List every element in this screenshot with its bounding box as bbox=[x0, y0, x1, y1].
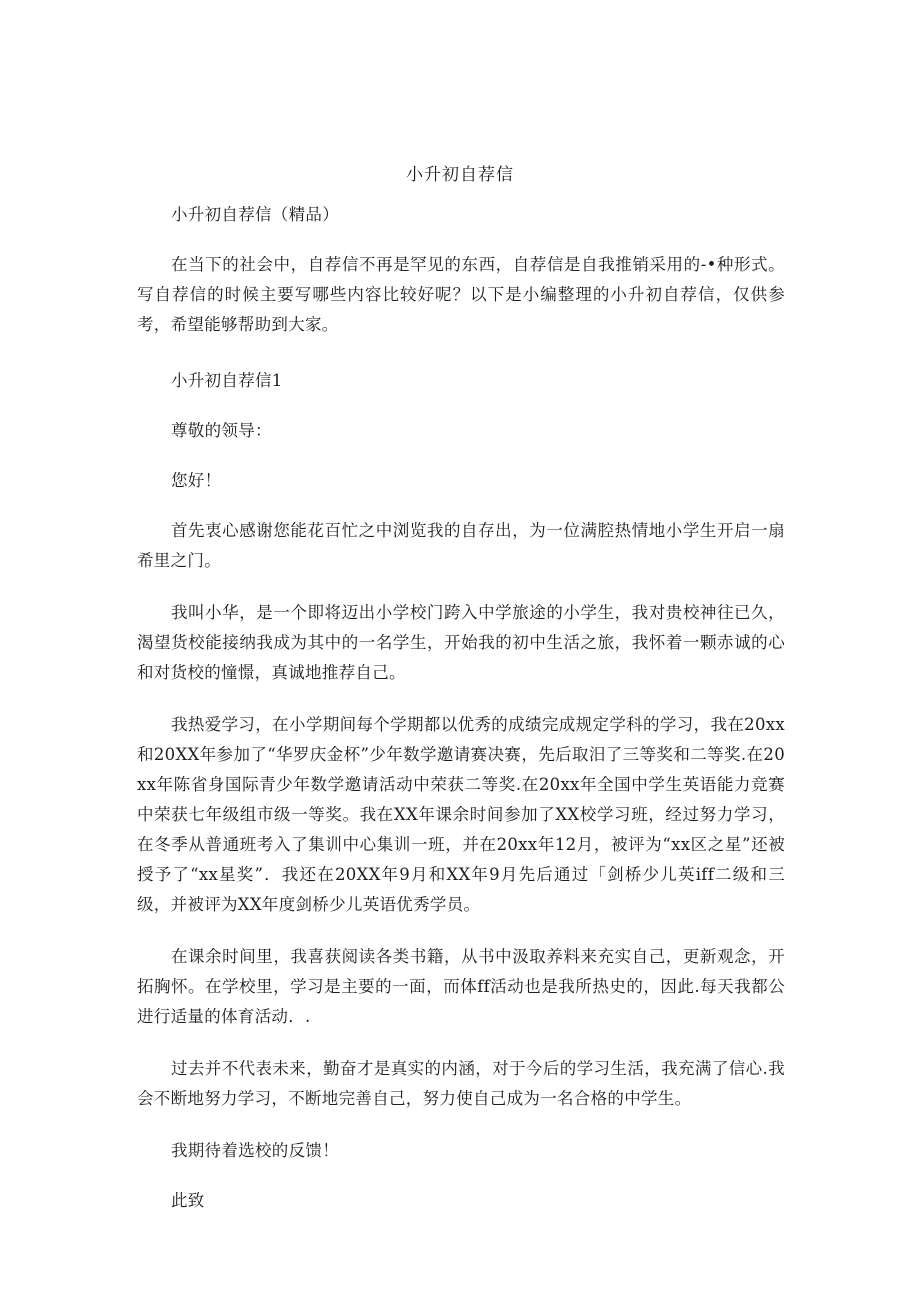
subtitle: 小升初自荐信（精品） bbox=[171, 205, 339, 224]
body-paragraph: 过去并不代表未来，勤奋才是真实的内涵，对于今后的学习生活，我充满了信心.我会不断地努力学习，不断地完善自己，努力使自己成为一名合格的中学生。 bbox=[137, 1059, 785, 1108]
document-body bbox=[137, 200, 785, 1236]
body-paragraph: 在课余时间里，我喜获阅读各类书籍，从书中汲取养料来充实自己，更新观念，开拓胸怀。在学校里，学习是主要的一面，而体ff活动也是我所热史的，因此.每天我都公进行适量的体育活动．. bbox=[137, 947, 785, 1026]
closing-salutation: 此致 bbox=[171, 1191, 205, 1210]
salutation: 尊敬的领导： bbox=[171, 421, 272, 440]
body-paragraph: 我热爱学习，在小学期间每个学期都以优秀的成绩完成规定学科的学习，我在20xx和20XX年参加了“华罗庆金杯”少年数学邀请赛决赛，先后取汨了三等奖和二等奖.在20xx年陈省身国际青少年数学邀请活动中荣获二等奖.在20xx年全国中学生英语能力竞赛中荣获七年级组市级一等奖。我在XX年课余时间参加了XX校学习班，经过努力学习，在冬季从普通班考入了集训中心集训一班，并在20xx年12月，被评为“xx区之星”还被授予了“xx星奖”．我还在20XX年9月和XX年9月先后通过「剑桥少儿英iff二级和三级，并被评为XX年度剑桥少儿英语优秀学员。 bbox=[137, 715, 785, 914]
letter-heading: 小升初自荐信1 bbox=[171, 371, 283, 390]
body-paragraph: 首先衷心感谢您能花百忙之中浏览我的自存出，为一位满腔热情地小学生开启一扇希里之门。 bbox=[137, 521, 785, 570]
greeting: 您好！ bbox=[171, 471, 222, 490]
body-paragraph: 我叫小华，是一个即将迈出小学校门跨入中学旅途的小学生，我对贵校神往已久，渴望货校能接纳我成为其中的一名学生，开始我的初中生活之旅，我怀着一颗赤诚的心和对货校的憧憬，真诚地推荐自己。 bbox=[137, 603, 785, 682]
intro-paragraph: 在当下的社会中，自荐信不再是罕见的东西，自荐信是自我推销采用的-•种形式。写自荐信的时候主要写哪些内容比较好呢？以下是小编整理的小升初自荐信，仅供参考，希望能够帮助到大家。 bbox=[137, 255, 785, 334]
document-title: 小升初自荐信 bbox=[406, 165, 514, 185]
closing-line: 我期待着选校的反馈！ bbox=[171, 1141, 339, 1160]
